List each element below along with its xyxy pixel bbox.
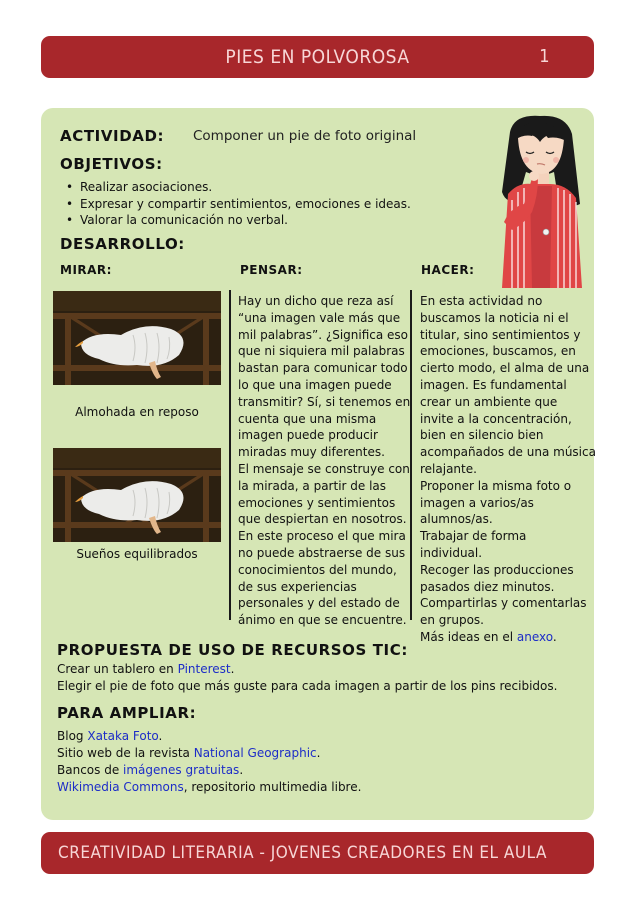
ampliar-label: PARA AMPLIAR: bbox=[57, 704, 197, 722]
ampliar-text bbox=[57, 728, 361, 796]
list-item: • Valorar la comunicación no verbal. bbox=[66, 212, 411, 229]
text-line: imagen. Es fundamental bbox=[420, 377, 567, 392]
photo-goose-pillow bbox=[53, 291, 221, 385]
text-line bbox=[57, 779, 361, 796]
text-line bbox=[57, 661, 557, 678]
text-line: bastan para comunicar todo bbox=[238, 361, 408, 376]
text-line: imagen puede producir bbox=[238, 428, 378, 443]
text-segment: Bancos de bbox=[57, 763, 124, 777]
text-segment: . bbox=[552, 629, 557, 644]
actividad-value: Componer un pie de foto original bbox=[193, 128, 417, 144]
thinking-girl-illustration bbox=[488, 112, 592, 288]
text-line bbox=[57, 728, 361, 745]
anexo-link[interactable]: anexo bbox=[516, 629, 553, 644]
text-line: acompañados de una música bbox=[420, 445, 596, 460]
text-line: que ni siquiera mil palabras bbox=[238, 344, 405, 359]
text-line: emociones y sentimientos bbox=[238, 495, 396, 510]
text-line bbox=[57, 745, 361, 762]
footer-title: CREATIVIDAD LITERARIA - JOVENES CREADORES EN EL AULA bbox=[58, 843, 547, 863]
text-line: El mensaje se construye con bbox=[238, 461, 410, 476]
text-line: invite a la concentración, bbox=[420, 411, 572, 426]
xataka-foto-link[interactable]: Xataka Foto bbox=[87, 729, 159, 743]
text-line: imagen a varios/as bbox=[420, 495, 534, 510]
footer-banner bbox=[41, 832, 594, 874]
text-line: Trabajar de forma bbox=[420, 529, 527, 544]
mirar-label: MIRAR: bbox=[60, 263, 112, 277]
text-segment: . bbox=[158, 729, 163, 743]
list-item: • Expresar y compartir sentimientos, emociones e ideas. bbox=[66, 196, 411, 213]
text-line: lo que una imagen puede bbox=[238, 377, 392, 392]
pensar-text bbox=[238, 293, 410, 629]
objetivos-label: OBJETIVOS: bbox=[60, 155, 163, 173]
text-line: cuenta que una misma bbox=[238, 411, 377, 426]
text-line: conocimientos del mundo, bbox=[238, 562, 397, 577]
text-line: bien en silencio bien bbox=[420, 428, 544, 443]
text-line: alumnos/as. bbox=[420, 512, 493, 527]
imagenes-gratuitas-link[interactable]: imágenes gratuitas bbox=[123, 763, 240, 777]
text-segment: . bbox=[239, 763, 244, 777]
desarrollo-label: DESARROLLO: bbox=[60, 235, 185, 253]
text-line: individual. bbox=[420, 545, 483, 560]
photo-caption: Sueños equilibrados bbox=[76, 547, 198, 561]
objetivos-list bbox=[66, 179, 411, 229]
text-line: no puede abstraerse de sus bbox=[238, 545, 406, 560]
text-line: transmitir? Sí, si tenemos en bbox=[238, 394, 411, 409]
text-line: pasados diez minutos. bbox=[420, 579, 555, 594]
text-line: crear un ambiente que bbox=[420, 394, 558, 409]
photo-caption: Almohada en reposo bbox=[75, 405, 199, 419]
text-line: cierto modo, el alma de una bbox=[420, 361, 590, 376]
text-line: ánimo en que se encuentre. bbox=[238, 613, 407, 628]
text-line: Compartirlas y comentarlas bbox=[420, 596, 587, 611]
page-number: 1 bbox=[539, 46, 550, 67]
national-geographic-link[interactable]: National Geographic bbox=[193, 746, 317, 760]
text-line: Recoger las producciones bbox=[420, 562, 574, 577]
text-segment: Sitio web de la revista bbox=[57, 746, 194, 760]
text-line: En este proceso el que mira bbox=[238, 529, 406, 544]
hacer-label: HACER: bbox=[421, 263, 475, 277]
list-item: • Realizar asociaciones. bbox=[66, 179, 411, 196]
propuesta-label: PROPUESTA DE USO DE RECURSOS TIC: bbox=[57, 641, 408, 659]
text-line bbox=[57, 762, 361, 779]
text-line: que despiertan en nosotros. bbox=[238, 512, 407, 527]
actividad-label: ACTIVIDAD: bbox=[60, 127, 165, 145]
text-segment: , repositorio multimedia libre. bbox=[183, 780, 362, 794]
text-line: miradas muy diferentes. bbox=[238, 445, 385, 460]
text-segment: . bbox=[316, 746, 321, 760]
text-line: Hay un dicho que reza así bbox=[238, 294, 394, 308]
text-line: relajante. bbox=[420, 461, 477, 476]
wikimedia-commons-link[interactable]: Wikimedia Commons bbox=[57, 780, 184, 794]
photo-goose-pillow bbox=[53, 448, 221, 542]
text-line: en grupos. bbox=[420, 613, 484, 628]
text-segment: Más ideas en el bbox=[420, 629, 517, 644]
column-divider bbox=[229, 290, 231, 620]
header-title: PIES EN POLVOROSA bbox=[225, 46, 410, 68]
text-line bbox=[420, 629, 596, 646]
text-line: mil palabras”. ¿Significa eso bbox=[238, 327, 409, 342]
text-line: “una imagen vale más que bbox=[238, 310, 401, 325]
pensar-label: PENSAR: bbox=[240, 263, 303, 277]
hacer-text bbox=[420, 293, 596, 646]
header-banner bbox=[41, 36, 594, 78]
pinterest-link[interactable]: Pinterest bbox=[177, 662, 231, 676]
text-line: buscamos la noticia ni el bbox=[420, 310, 569, 325]
text-line: Proponer la misma foto o bbox=[420, 478, 572, 493]
column-divider bbox=[410, 290, 412, 620]
text-line: emociones, buscamos, en bbox=[420, 344, 576, 359]
text-segment: Crear un tablero en bbox=[57, 662, 178, 676]
text-line: titular, sino sentimientos y bbox=[420, 327, 581, 342]
text-line: de sus experiencias bbox=[238, 579, 357, 594]
text-line: la mirada, a partir de las bbox=[238, 478, 387, 493]
text-line: En esta actividad no bbox=[420, 294, 543, 308]
text-segment: Blog bbox=[57, 729, 88, 743]
propuesta-text bbox=[57, 661, 557, 695]
text-line: Elegir el pie de foto que más guste para cada imagen a partir de los pins recibidos. bbox=[57, 679, 558, 693]
text-line: personales y del estado de bbox=[238, 596, 400, 611]
text-segment: . bbox=[230, 662, 235, 676]
